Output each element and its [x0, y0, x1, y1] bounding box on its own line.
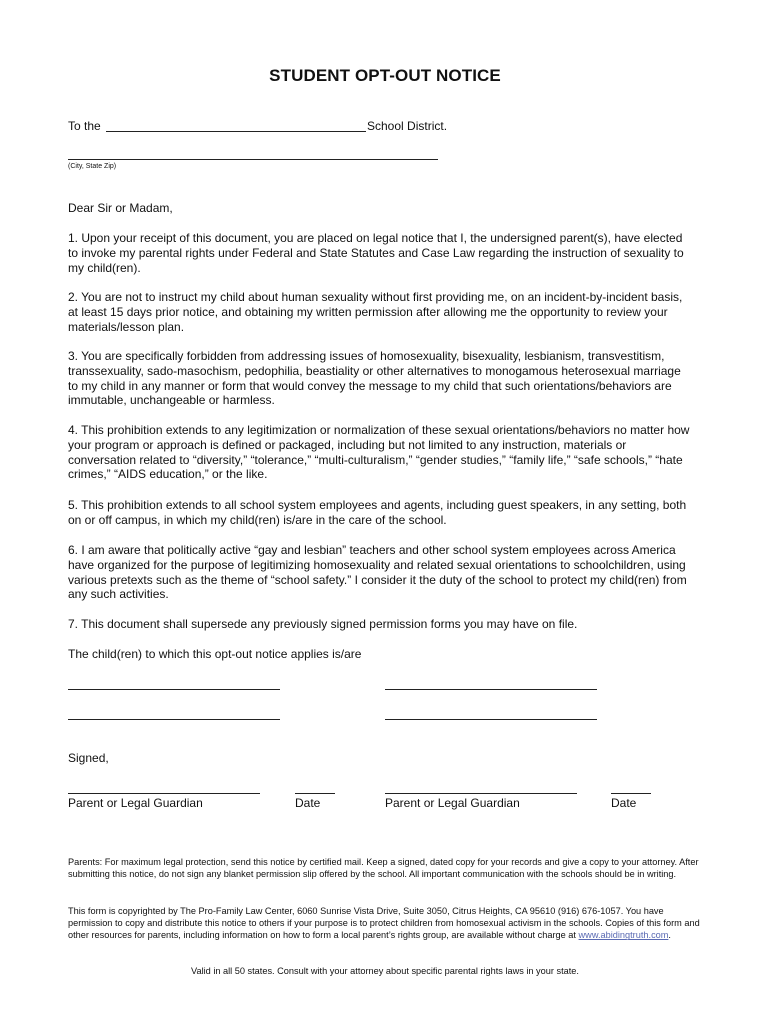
city-state-zip-label: (City, State Zip): [68, 163, 117, 170]
paragraph-7: 7. This document shall supersede any previously signed permission forms you may have on file.: [68, 617, 578, 631]
abidingtruth-link[interactable]: www.abidingtruth.com: [578, 930, 669, 941]
guardian-signature-field-2[interactable]: [385, 793, 577, 794]
date-field-1[interactable]: [295, 793, 335, 794]
date-label-1: Date: [295, 796, 321, 810]
document-title: STUDENT OPT-OUT NOTICE: [269, 66, 501, 85]
link-suffix: .: [668, 930, 671, 941]
child-name-field-2[interactable]: [385, 689, 597, 690]
paragraph-5: 5. This prohibition extends to all school system employees and agents, including guest speakers, in any setting, both on or off campus, in which my child(ren) is/are in the care of the school.: [68, 498, 687, 527]
guardian-signature-field-1[interactable]: [68, 793, 260, 794]
signed-label: Signed,: [68, 751, 109, 765]
validity-note: Valid in all 50 states. Consult with your attorney about specific parental rights laws in your state.: [191, 966, 579, 976]
paragraph-6: 6. I am aware that politically active “gay and lesbian” teachers and other school system employees across America have organized for the purpose of legitimizing homosexuality and related sexual orientations to schoolchildren, using various pretexts such as the theme of “school safety.” I consider it the duty of the school to protect my child(ren) from any such activities.: [68, 543, 687, 602]
to-suffix: School District.: [367, 119, 448, 133]
children-label: The child(ren) to which this opt-out notice applies is/are: [68, 647, 362, 661]
paragraph-1: 1. Upon your receipt of this document, you are placed on legal notice that I, the undersigned parent(s), have elected to invoke my parental rights under Federal and State Statutes and Case Law regarding the instruction of sexuality to my child(ren).: [68, 231, 684, 275]
copyright-note: [68, 905, 704, 942]
parents-note: Parents: For maximum legal protection, send this notice by certified mail. Keep a signed, dated copy for your records and give a copy to your attorney. After submitting this notice, do not sign any blanket permission slip offered by the school. All important communication with the schools should be in writing.: [68, 857, 699, 880]
child-name-field-3[interactable]: [68, 719, 280, 720]
date-field-2[interactable]: [611, 793, 651, 794]
paragraph-3: 3. You are specifically forbidden from addressing issues of homosexuality, bisexuality, lesbianism, transvestitism, transsexuality, sado-masochism, pedophilia, beastiality or other alternatives to monogamous heterosexual marriage to my child in any manner or form that would convey the message to my child that such orientations/behaviors are immutable, unchangeable or harmless.: [68, 349, 681, 408]
paragraph-2: 2. You are not to instruct my child about human sexuality without first providing me, on an incident-by-incident basis, at least 15 days prior notice, and obtaining my written permission after allowing me the opportunity to review your materials/lesson plan.: [68, 290, 683, 334]
to-prefix: To the: [68, 119, 101, 133]
date-label-2: Date: [611, 796, 637, 810]
city-state-zip-field[interactable]: [68, 159, 438, 160]
guardian-label-1: Parent or Legal Guardian: [68, 796, 203, 810]
paragraph-4: 4. This prohibition extends to any legitimization or normalization of these sexual orientations/behaviors no matter how your program or approach is defined or packaged, including but not limited to any instruction, materials or conversation related to “diversity,” “tolerance,” “multi-culturalism,” “gender studies,” “family life,” “safe schools,” “hate crimes,” “AIDS education,” or the like.: [68, 423, 690, 482]
copyright-text: This form is copyrighted by The Pro-Family Law Center, 6060 Sunrise Vista Drive, Suite 3050, Citrus Heights, CA 95610 (916) 676-1057. You have permission to copy and distribute this notice to others if your purpose is to protect children from homosexual activism in the schools. Copies of this form and other resources for parents, including information on how to form a local parent’s rights group, are available without charge at: [68, 906, 700, 941]
salutation: Dear Sir or Madam,: [68, 201, 173, 215]
child-name-field-1[interactable]: [68, 689, 280, 690]
school-district-field[interactable]: [106, 131, 366, 132]
child-name-field-4[interactable]: [385, 719, 597, 720]
guardian-label-2: Parent or Legal Guardian: [385, 796, 520, 810]
